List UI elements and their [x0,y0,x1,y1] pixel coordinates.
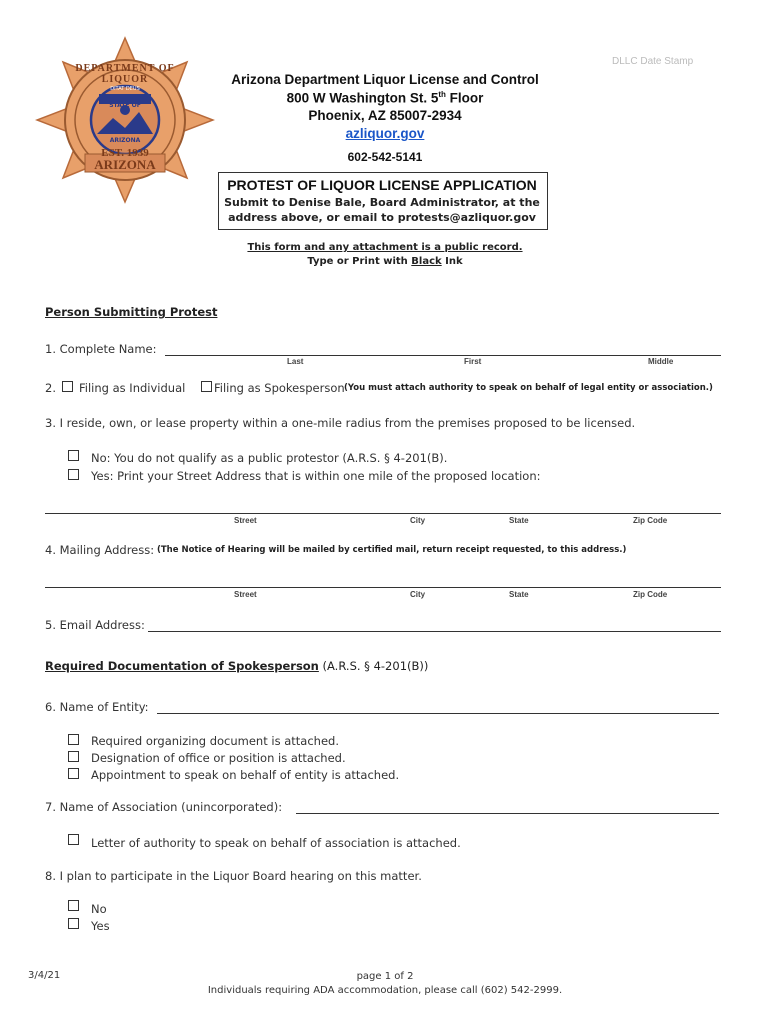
address-line-1-sup: th [438,90,446,99]
property-address-sub-state: State [509,516,529,525]
q3-text: 3. I reside, own, or lease property within a one-mile radius from the premises proposed to be licensed. [45,416,636,430]
q3-no-label: No: You do not qualify as a public protestor (A.R.S. § 4-201(B). [91,451,448,465]
date-stamp-label: DLLC Date Stamp [612,56,694,67]
q3-no-checkbox[interactable] [68,450,79,461]
property-address-sub-zip: Zip Code [633,516,668,525]
designation-office-checkbox[interactable] [68,751,79,762]
ada-notice: Individuals requiring ADA accommodation, please call (602) 542-2999. [207,985,563,996]
ink-instructions-pre: Type or Print with [307,256,412,267]
participate-no-checkbox[interactable] [68,900,79,911]
mailing-address-sub-city: City [410,590,426,599]
email-address-field[interactable] [148,631,721,632]
org-name: Arizona Department Liquor License and Control [231,72,539,87]
q3-yes-checkbox[interactable] [68,469,79,480]
address-line-1-main: 800 W Washington St. 5 [286,90,439,106]
phone-number: 602-542-5141 [347,150,423,164]
seal-inner-top: STATE OF [109,102,141,109]
q8-text: 8. I plan to participate in the Liquor Board hearing on this matter. [45,869,422,883]
section-person-submitting-heading: Person Submitting Protest [45,305,218,319]
submit-instructions-line-2: address above, or email to protests@azliquor.gov [228,211,536,224]
appointment-speak-label: Appointment to speak on behalf of entity is attached. [91,768,400,782]
mailing-address-sub-zip: Zip Code [633,590,668,599]
filing-individual-checkbox[interactable] [62,381,73,392]
appointment-speak-checkbox[interactable] [68,768,79,779]
page-number: page 1 of 2 [356,971,414,982]
public-record-notice: This form and any attachment is a public record. [247,242,523,253]
complete-name-field[interactable] [165,355,721,356]
ink-instructions-post: Ink [441,256,463,267]
mailing-address-sub-state: State [509,590,529,599]
spokesperson-docs-heading-ref: (A.R.S. § 4-201(B)) [318,659,429,673]
filing-spokesperson-checkbox[interactable] [201,381,212,392]
designation-office-label: Designation of office or position is attached. [91,751,346,765]
address-line-1 [200,90,570,106]
q2-number: 2. [45,381,56,395]
q5-label: 5. Email Address: [45,618,145,632]
q1-label: 1. Complete Name: [45,342,157,356]
mailing-address-field[interactable] [45,587,721,588]
seal-top-text: DEPARTMENT OF LIQUOR [75,63,175,85]
association-name-field[interactable] [296,813,719,814]
website-link[interactable]: azliquor.gov [345,126,425,141]
section-spokesperson-docs-heading [45,659,428,673]
letter-authority-label: Letter of authority to speak on behalf of association is attached. [91,836,461,850]
submit-instructions-line-1: Submit to Denise Bale, Board Administrator, at the [224,196,540,209]
form-date: 3/4/21 [28,970,61,981]
q6-label: 6. Name of Entity: [45,700,149,714]
property-address-sub-street: Street [234,516,257,525]
participate-yes-label: Yes [91,919,110,933]
q4-note: (The Notice of Hearing will be mailed by certified mail, return receipt requested, to this address.) [157,545,627,555]
filing-spokesperson-label: Filing as Spokesperson [214,381,345,395]
seal-banner-text: DITAT DEUS [110,86,140,92]
ink-instructions [200,256,570,267]
property-address-sub-city: City [410,516,426,525]
name-sub-first: First [464,357,482,366]
spokesperson-docs-heading-text: Required Documentation of Spokesperson [45,659,319,673]
name-sub-last: Last [287,357,304,366]
filing-individual-label: Filing as Individual [79,381,186,395]
spokesperson-note: (You must attach authority to speak on behalf of legal entity or association.) [344,383,713,393]
seal-bottom-text: ARIZONA [94,157,156,172]
organizing-document-label: Required organizing document is attached. [91,734,339,748]
letter-authority-checkbox[interactable] [68,834,79,845]
entity-name-field[interactable] [157,713,719,714]
name-sub-middle: Middle [648,357,674,366]
form-title: PROTEST OF LIQUOR LICENSE APPLICATION [227,177,537,193]
arizona-liquor-badge-seal [35,36,215,204]
q4-label: 4. Mailing Address: [45,543,155,557]
ink-instructions-black: Black [411,256,442,267]
property-address-field[interactable] [45,513,721,514]
seal-inner-mid: ARIZONA [109,137,141,144]
participate-yes-checkbox[interactable] [68,918,79,929]
mailing-address-sub-street: Street [234,590,257,599]
organizing-document-checkbox[interactable] [68,734,79,745]
participate-no-label: No [91,902,107,916]
q7-label: 7. Name of Association (unincorporated): [45,800,283,814]
address-line-1-end: Floor [445,90,484,106]
q3-yes-label: Yes: Print your Street Address that is within one mile of the proposed location: [91,469,541,483]
seal-est: EST. 1939 [101,147,149,159]
address-line-2: Phoenix, AZ 85007-2934 [308,108,462,123]
